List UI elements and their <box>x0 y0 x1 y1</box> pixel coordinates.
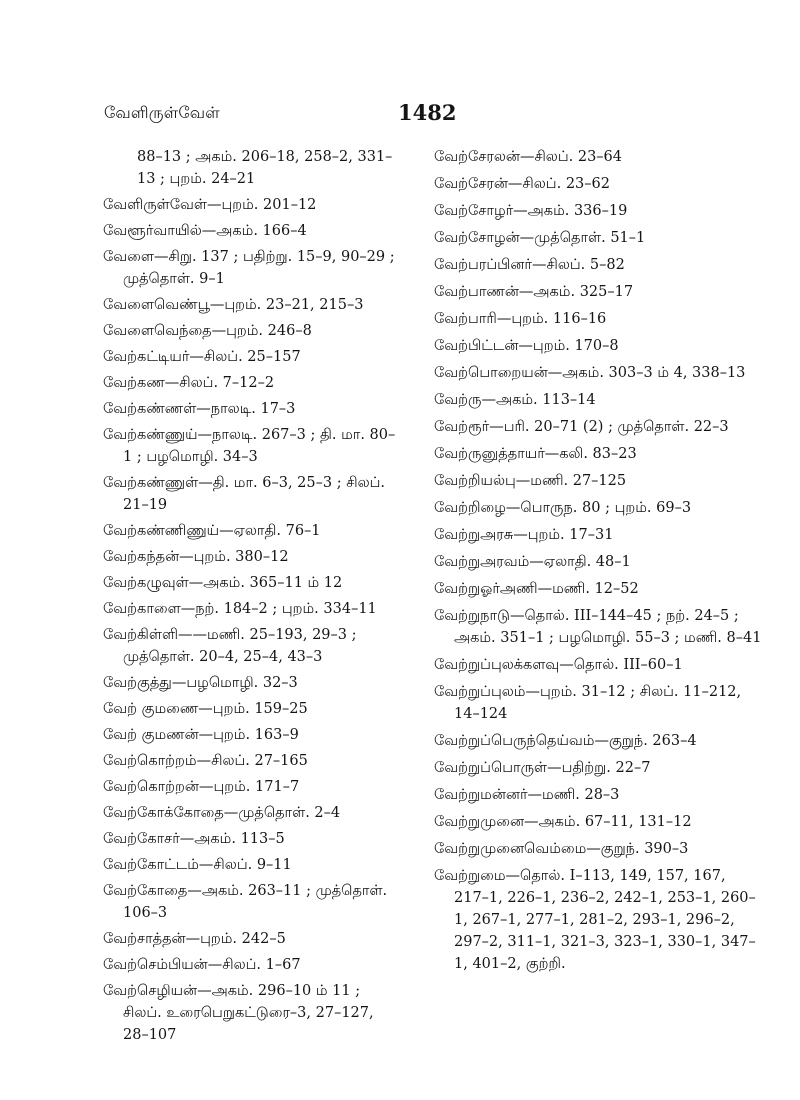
index-entry: வேளை—சிறு. 137 ; பதிற்று. 15–9, 90–29 ; முத்தொள். 9–1 <box>103 249 395 287</box>
index-entry: வேற்ரூர்—பரி. 20–71 (2) ; முத்தொள். 22–3 <box>434 419 729 435</box>
index-entry: வேற்றுநாடு—தொல். III–144–45 ; நற். 24–5 ; அகம். 351–1 ; பழமொழி. 55–3 ; மணி. 8–41 <box>434 608 762 646</box>
index-entry: வேற்கண்ணுய்—நாலடி. 267–3 ; தி. மா. 80–1 ; பழமொழி. 34–3 <box>103 427 396 465</box>
index-entry: வேற்றுமுனைவெம்மை—குறுந். 390–3 <box>434 841 689 857</box>
index-entry: வேற்றுஅரவம்—ஏலாதி. 48–1 <box>434 554 631 570</box>
index-entry: வேற்கழுவுள்—அகம். 365–11 ம் 12 <box>103 575 343 591</box>
index-entry: வேற்கந்தன்—புறம். 380–12 <box>103 549 289 565</box>
index-entry: வேற்காளை—நற். 184–2 ; புறம். 334–11 <box>103 601 377 617</box>
index-entry: வேற்பாணன்—அகம். 325–17 <box>434 284 634 300</box>
index-entry: வேளிருள்வேள்—புறம். 201–12 <box>103 197 317 213</box>
index-entry: வேற்சேரலன்—சிலப். 23–64 <box>434 149 623 165</box>
index-entry: வேற்கண—சிலப். 7–12–2 <box>103 375 275 391</box>
index-entry: வேற் குமணன்—புறம். 163–9 <box>103 727 299 743</box>
index-entry: வேற்கொற்றம்—சிலப். 27–165 <box>103 753 308 769</box>
index-entry: வேற்ரு—அகம். 113–14 <box>434 392 596 408</box>
index-entry: வேற் குமணை—புறம். 159–25 <box>103 701 308 717</box>
index-entry: வேற்றுமன்னர்—மணி. 28–3 <box>434 787 620 803</box>
index-entry: வேற்கோசர்—அகம். 113–5 <box>103 831 285 847</box>
index-entry: வேற்கோட்டம்—சிலப். 9–11 <box>103 857 292 873</box>
index-entry: வேளூர்வாயில்—அகம். 166–4 <box>103 223 307 239</box>
index-entry: வேற்ருனுத்தாயர்—கலி. 83–23 <box>434 446 637 462</box>
index-entry: வேற்பரப்பினர்—சிலப். 5–82 <box>434 257 625 273</box>
index-entry: வேற்கண்ணள்—நாலடி. 17–3 <box>103 401 296 417</box>
index-entry: வேற்றுப்பொருள்—பதிற்று. 22–7 <box>434 760 651 776</box>
index-entry: வேற்றுப்புலக்களவு—தொல். III–60–1 <box>434 657 683 673</box>
index-entry: வேற்றுஓர்அணி—மணி. 12–52 <box>434 581 639 597</box>
index-entry: வேற்கோக்கோதை—முத்தொள். 2–4 <box>103 805 341 821</box>
right-column <box>434 146 764 980</box>
index-entry: வேற்குத்து—பழமொழி. 32–3 <box>103 675 298 691</box>
index-entry: வேற்பிட்டன்—புறம். 170–8 <box>434 338 619 354</box>
index-entry: வேற்கிள்ளி——மணி. 25–193, 29–3 ; முத்தொள். 20–4, 25–4, 43–3 <box>103 627 357 665</box>
index-entry: வேற்சேரன்—சிலப். 23–62 <box>434 176 610 192</box>
index-entry: வேளைவெந்தை—புறம். 246–8 <box>103 323 312 339</box>
index-entry: வேற்றுப்பெருந்தெய்வம்—குறுந். 263–4 <box>434 733 697 749</box>
index-entry: வேற்கண்ணுள்—தி. மா. 6–3, 25–3 ; சிலப். 21–19 <box>103 475 385 513</box>
index-entry: வேற்றிழை—பொருந. 80 ; புறம். 69–3 <box>434 500 692 516</box>
page-number: 1482 <box>398 100 457 125</box>
index-entry: வேற்றுமை—தொல். I–113, 149, 157, 167, 217–1, 226–1, 236–2, 242–1, 253–1, 260–1, 267–1, 277–1, 281–2, 293–1, 296–2, 297–2, 311–1, 321–3, 323–1, 330–1, 347–1, 401–2, குற்றி. <box>434 868 756 972</box>
index-entry: வேற்றியல்பு—மணி. 27–125 <box>434 473 627 489</box>
index-entry: வேற்கட்டியர்—சிலப். 25–157 <box>103 349 301 365</box>
index-entry: வேற்செழியன்—அகம். 296–10 ம் 11 ; சிலப். உரைபெறுகட்டுரை–3, 27–127, 28–107 <box>103 983 374 1043</box>
running-head: வேளிருள்வேள் <box>104 103 220 122</box>
index-entry: வேற்றுமுனை—அகம். 67–11, 131–12 <box>434 814 692 830</box>
index-entry: 88–13 ; அகம். 206–18, 258–2, 331–13 ; புறம். 24–21 <box>137 149 393 187</box>
index-entry: வேற்சோழர்—அகம். 336–19 <box>434 203 628 219</box>
index-entry: வேற்கொற்றன்—புறம். 171–7 <box>103 779 300 795</box>
index-entry: வேற்றுப்புலம்—புறம். 31–12 ; சிலப். 11–212, 14–124 <box>434 684 742 722</box>
index-entry: வேற்கண்ணிணுய்—ஏலாதி. 76–1 <box>103 523 321 539</box>
left-column <box>103 146 403 1050</box>
index-entry: வேற்பாரி—புறம். 116–16 <box>434 311 607 327</box>
index-entry: வேற்றுஅரசு—புறம். 17–31 <box>434 527 614 543</box>
index-entry: வேற்பொறையன்—அகம். 303–3 ம் 4, 338–13 <box>434 365 746 381</box>
index-entry: வேற்சாத்தன்—புறம். 242–5 <box>103 931 286 947</box>
index-entry: வேற்செம்பியன்—சிலப். 1–67 <box>103 957 301 973</box>
index-entry: வேளைவெண்பூ—புறம். 23–21, 215–3 <box>103 297 364 313</box>
index-entry: வேற்சோழன்—முத்தொள். 51–1 <box>434 230 646 246</box>
index-entry: வேற்கோதை—அகம். 263–11 ; முத்தொள். 106–3 <box>103 883 388 921</box>
